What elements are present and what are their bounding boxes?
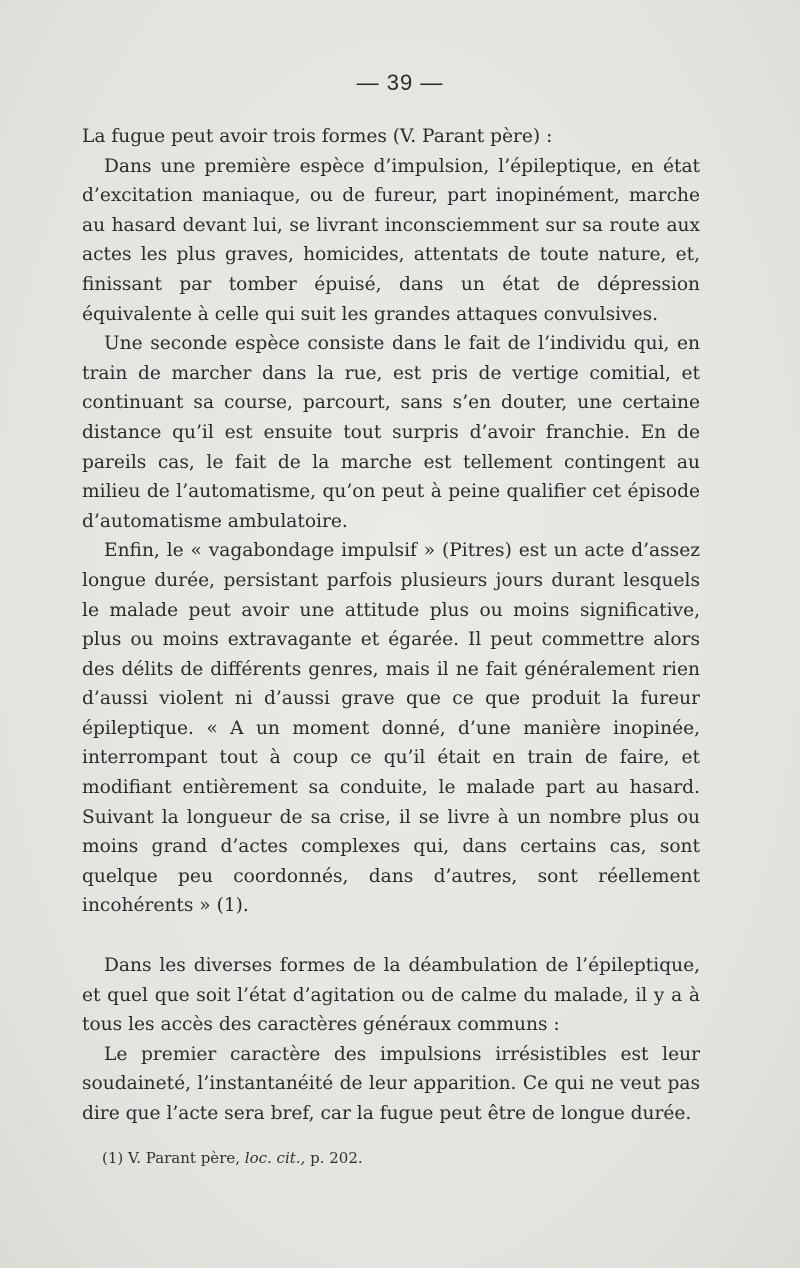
page-number: — 39 — [356,70,444,95]
paragraph-intro: La fugue peut avoir trois formes (V. Parant père) : [82,126,553,147]
footnote-marker: (1) [102,1149,124,1167]
body-text [82,122,700,1129]
footnote-author: V. Parant père, [128,1149,241,1167]
footnote-page: p. 202. [310,1149,363,1167]
paragraph-first-character: Le premier caractère des impulsions irrésistibles est leur soudaineté, l’instantanéité de leur apparition. Ce qui ne veut pas dire que l’acte sera bref, car la fugue peut être de longue durée. [82,1043,700,1124]
paragraph-first-form: Dans une première espèce d’impulsion, l’épileptique, en état d’excitation maniaque, ou de fureur, part inopinément, marche au hasard devant lui, se livrant inconsciemment sur sa route aux actes les plus graves, homicides, attentats de toute nature, et, finissant par tomber épuisé, dans un état de dépression équivalente à celle qui suit les grandes attaques convulsives. [82,155,700,325]
footnote-reference: loc. cit., [244,1149,306,1167]
paragraph-second-form: Une seconde espèce consiste dans le fait de l’individu qui, en train de marcher dans la rue, est pris de vertige comitial, et continuant sa course, parcourt, sans s’en douter, une certaine distance qu’il est ensuite tout surpris d’avoir franchie. En de pareils cas, le fait de la marche est tellement contingent au milieu de l’automatisme, qu’on peut à peine qualifier cet épisode d’automatisme ambulatoire. [82,333,700,532]
footnote [102,1148,363,1168]
paragraph-third-form: Enfin, le « vagabondage impulsif » (Pitres) est un acte d’assez longue durée, persistant parfois plusieurs jours durant lesquels le malade peut avoir une attitude plus ou moins significative, plus ou moins extravagante et égarée. Il peut commettre alors des délits de différents genres, mais il ne fait généralement rien d’aussi violent ni d’aussi grave que ce que produit la fureur épileptique. « A un moment donné, d’une manière inopinée, interrompant tout à coup ce qu’il était en train de faire, et modifiant entièrement sa conduite, le malade part au hasard. Suivant la longueur de sa crise, il se livre à un nombre plus ou moins grand d’actes complexes qui, dans certains cas, sont quelque peu coordonnés, dans d’autres, sont réellement incohérents » (1). [82,540,700,917]
paragraph-common-characters: Dans les diverses formes de la déambulation de l’épileptique, et quel que soit l’état d’agitation ou de calme du malade, il y a à tous les accès des caractères généraux communs : [82,955,700,1036]
